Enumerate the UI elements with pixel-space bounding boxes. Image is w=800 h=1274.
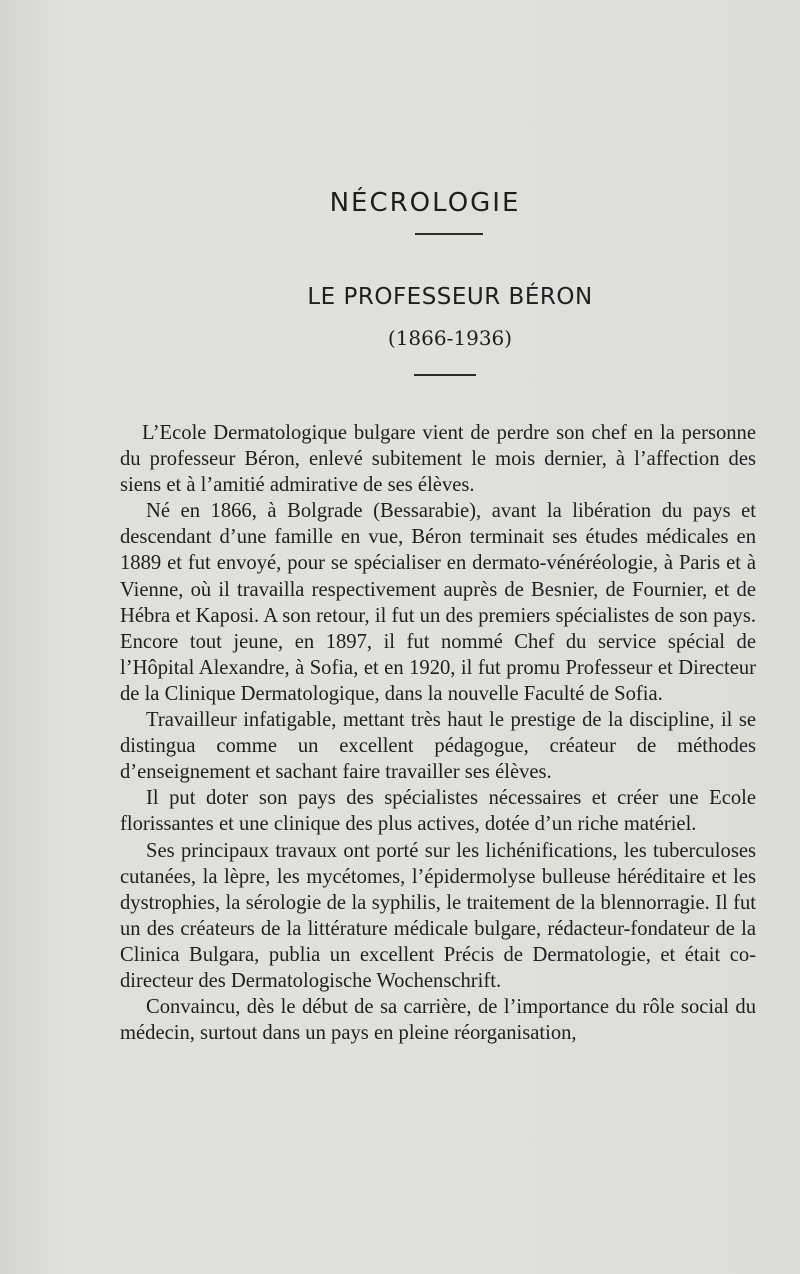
paragraph: Convaincu, dès le début de sa carrière, de l’importance du rôle social du médecin, surtout dans un pays en pleine réorganisation,	[120, 996, 756, 1045]
heading-divider	[415, 233, 483, 235]
paragraph: L’Ecole Dermatologique bulgare vient de perdre son chef en la personne du professeur Béron, enlevé subitement le mois dernier, à l’affection des siens et à l’amitié admirative de ses élèves.	[120, 422, 756, 497]
life-dates: (1866-1936)	[387, 326, 513, 350]
section-heading: NÉCROLOGIE	[329, 188, 521, 218]
paragraph: Ses principaux travaux ont porté sur les lichénifications, les tuberculoses cutanées, la lèpre, les mycétomes, l’épidermolyse bulleuse héréditaire et les dystrophies, la sérologie de la syphilis, le traitement de la blennorragie. Il fut un des créateurs de la littérature médicale bulgare, rédacteur-fondateur de la Clinica Bulgara, publia un excellent Précis de Dermatologie, et était co-directeur des Dermatologische Wochenschrift.	[120, 839, 756, 992]
title-divider	[414, 374, 476, 376]
article-title: LE PROFESSEUR BÉRON	[307, 284, 593, 310]
paragraph: Il put doter son pays des spécialistes nécessaires et créer une Ecole florissantes et une clinique des plus actives, dotée d’un riche matériel.	[120, 787, 756, 836]
article-body	[120, 420, 756, 1046]
paragraph: Né en 1866, à Bolgrade (Bessarabie), avant la libération du pays et descendant d’une famille en vue, Béron terminait ses études médicales en 1889 et fut envoyé, pour se spécialiser en dermato-vénéréologie, à Paris et à Vienne, où il travailla respectivement auprès de Besnier, de Fournier, et de Hébra et Kaposi. A son retour, il fut un des premiers spécialistes de son pays. Encore tout jeune, en 1897, il fut nommé Chef du service spécial de l’Hôpital Alexandre, à Sofia, et en 1920, il fut promu Professeur et Directeur de la Clinique Dermatologique, dans la nouvelle Faculté de Sofia.	[120, 500, 756, 705]
paragraph: Travailleur infatigable, mettant très haut le prestige de la discipline, il se distingua comme un excellent pédagogue, créateur de méthodes d’enseignement et sachant faire travailler ses élèves.	[120, 709, 756, 784]
